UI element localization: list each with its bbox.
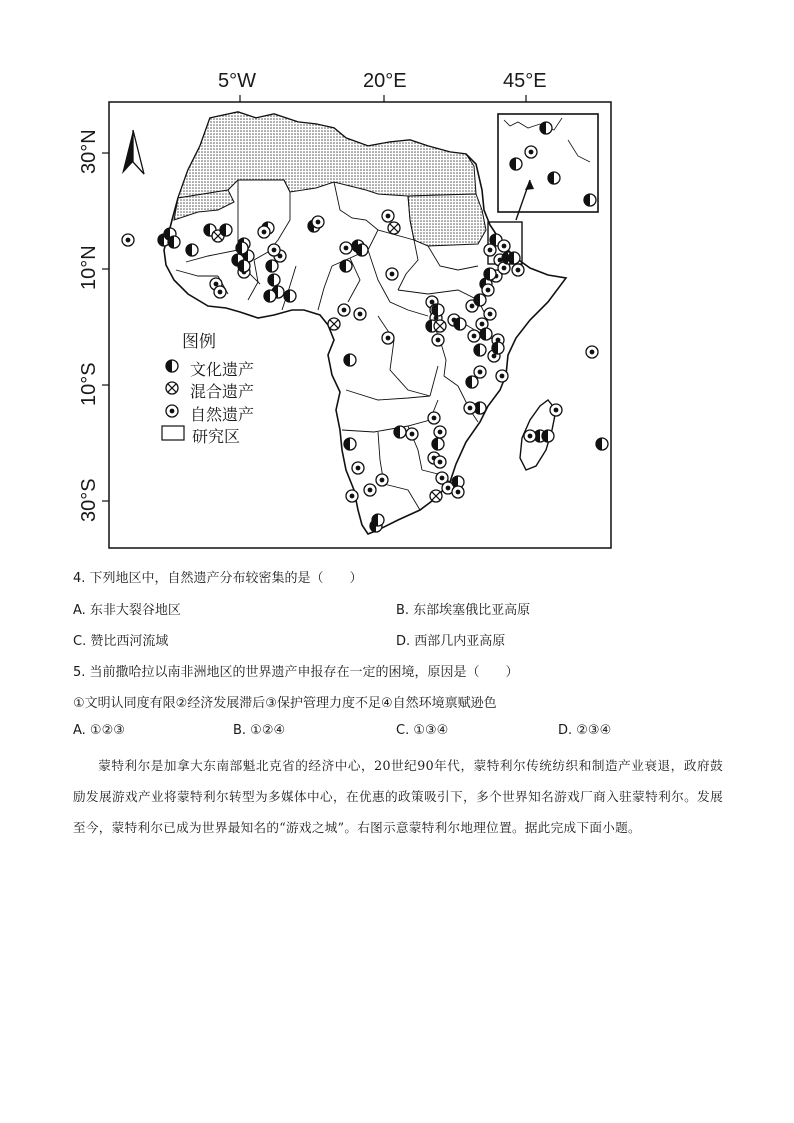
natural-heritage-site-icon bbox=[258, 226, 270, 238]
q4-option-a[interactable]: A. 东非大裂谷地区 bbox=[73, 603, 181, 618]
cultural-heritage-site-icon bbox=[540, 122, 552, 134]
mixed-heritage-site-icon bbox=[434, 320, 446, 332]
natural-heritage-site-icon bbox=[406, 428, 418, 440]
natural-heritage-site-icon bbox=[434, 426, 446, 438]
natural-heritage-site-icon bbox=[352, 462, 364, 474]
passage-text: 蒙特利尔是加拿大东南部魁北克省的经济中心，20世纪90年代，蒙特利尔传统纺织和制造产业衰退，政府鼓励发展游戏产业将蒙特利尔转型为多媒体中心，在优惠的政策吸引下，多个世界知名游戏厂商入驻蒙特利尔。发展至今，蒙特利尔已成为世界最知名的“游戏之城”。右图示意蒙特利尔地理位置。据此完成下面小题。 bbox=[73, 758, 723, 835]
cultural-heritage-site-icon bbox=[542, 430, 554, 442]
natural-heritage-site-icon bbox=[498, 240, 510, 252]
cultural-heritage-site-icon bbox=[508, 252, 520, 264]
legend-mixed-icon bbox=[166, 382, 178, 394]
question-5-statements: ①文明认同度有限②经济发展滞后③保护管理力度不足④自然环境禀赋逊色 bbox=[73, 696, 497, 711]
cultural-heritage-site-icon bbox=[474, 294, 486, 306]
natural-heritage-site-icon bbox=[550, 404, 562, 416]
legend-title: 图例 bbox=[182, 332, 216, 352]
lat-label-10n: 10°N bbox=[78, 245, 100, 290]
natural-heritage-site-icon bbox=[386, 268, 398, 280]
natural-heritage-site-icon bbox=[364, 484, 376, 496]
cultural-heritage-site-icon bbox=[454, 318, 466, 330]
natural-heritage-site-icon bbox=[525, 146, 537, 158]
lat-label-30n: 30°N bbox=[78, 129, 100, 174]
natural-heritage-site-icon bbox=[354, 308, 366, 320]
natural-heritage-site-icon bbox=[484, 244, 496, 256]
legend-natural-icon bbox=[166, 405, 178, 417]
q5-option-a[interactable]: A. ①②③ bbox=[73, 723, 125, 738]
lat-label-10s: 10°S bbox=[78, 362, 100, 406]
cultural-heritage-site-icon bbox=[238, 260, 250, 272]
natural-heritage-site-icon bbox=[382, 332, 394, 344]
q5-option-d[interactable]: D. ②③④ bbox=[558, 723, 612, 738]
cultural-heritage-site-icon bbox=[168, 236, 180, 248]
natural-heritage-site-icon bbox=[586, 346, 598, 358]
africa-heritage-map bbox=[78, 70, 618, 552]
cultural-heritage-site-icon bbox=[356, 244, 368, 256]
cultural-heritage-site-icon bbox=[584, 194, 596, 206]
lon-label-45e: 45°E bbox=[503, 70, 547, 92]
question-4-stem: 4. 下列地区中，自然遗产分布较密集的是（ ） bbox=[73, 571, 363, 586]
cultural-heritage-site-icon bbox=[186, 244, 198, 256]
map-svg bbox=[78, 70, 618, 552]
cultural-heritage-site-icon bbox=[268, 274, 280, 286]
lat-label-30s: 30°S bbox=[78, 478, 100, 522]
cultural-heritage-site-icon bbox=[266, 260, 278, 272]
natural-heritage-site-icon bbox=[496, 370, 508, 382]
cultural-heritage-site-icon bbox=[432, 304, 444, 316]
natural-heritage-site-icon bbox=[482, 284, 494, 296]
cultural-heritage-site-icon bbox=[432, 438, 444, 450]
q4-option-d[interactable]: D. 西部几内亚高原 bbox=[396, 634, 506, 649]
natural-heritage-site-icon bbox=[474, 366, 486, 378]
natural-heritage-site-icon bbox=[338, 304, 350, 316]
lon-label-5w: 5°W bbox=[218, 70, 256, 92]
cultural-heritage-site-icon bbox=[548, 172, 560, 184]
natural-heritage-site-icon bbox=[464, 402, 476, 414]
q5-option-c[interactable]: C. ①③④ bbox=[396, 723, 449, 738]
cultural-heritage-site-icon bbox=[220, 224, 232, 236]
cultural-heritage-site-icon bbox=[466, 376, 478, 388]
natural-heritage-site-icon bbox=[468, 330, 480, 342]
natural-heritage-site-icon bbox=[428, 412, 440, 424]
natural-heritage-site-icon bbox=[524, 430, 536, 442]
mixed-heritage-site-icon bbox=[388, 222, 400, 234]
cultural-heritage-site-icon bbox=[344, 438, 356, 450]
cultural-heritage-site-icon bbox=[480, 328, 492, 340]
natural-heritage-site-icon bbox=[340, 242, 352, 254]
natural-heritage-site-icon bbox=[268, 244, 280, 256]
lon-label-20e: 20°E bbox=[363, 70, 407, 92]
cultural-heritage-site-icon bbox=[492, 342, 504, 354]
cultural-heritage-site-icon bbox=[236, 242, 248, 254]
q5-option-b[interactable]: B. ①②④ bbox=[233, 723, 286, 738]
natural-heritage-site-icon bbox=[312, 216, 324, 228]
cultural-heritage-site-icon bbox=[394, 426, 406, 438]
cultural-heritage-site-icon bbox=[484, 268, 496, 280]
natural-heritage-site-icon bbox=[484, 308, 496, 320]
cultural-heritage-site-icon bbox=[596, 438, 608, 450]
hatched-egypt-sudan bbox=[408, 194, 486, 246]
legend-item-mixed: 混合遗产 bbox=[190, 382, 255, 401]
legend-item-study-area: 研究区 bbox=[192, 427, 241, 446]
natural-heritage-site-icon bbox=[214, 286, 226, 298]
legend-study-area-swatch bbox=[162, 426, 184, 440]
natural-heritage-site-icon bbox=[122, 234, 134, 246]
question-5-stem: 5. 当前撒哈拉以南非洲地区的世界遗产申报存在一定的困境，原因是（ ） bbox=[73, 665, 519, 680]
natural-heritage-site-icon bbox=[432, 334, 444, 346]
legend-cultural-icon bbox=[166, 360, 178, 372]
legend-item-natural: 自然遗产 bbox=[190, 405, 255, 424]
natural-heritage-site-icon bbox=[452, 486, 464, 498]
cultural-heritage-site-icon bbox=[372, 514, 384, 526]
mixed-heritage-site-icon bbox=[328, 318, 340, 330]
natural-heritage-site-icon bbox=[382, 210, 394, 222]
cultural-heritage-site-icon bbox=[344, 354, 356, 366]
cultural-heritage-site-icon bbox=[264, 290, 276, 302]
cultural-heritage-site-icon bbox=[340, 260, 352, 272]
natural-heritage-site-icon bbox=[346, 490, 358, 502]
legend-item-cultural: 文化遗产 bbox=[190, 360, 255, 379]
q4-option-c[interactable]: C. 赞比西河流域 bbox=[73, 634, 169, 649]
q4-option-b[interactable]: B. 东部埃塞俄比亚高原 bbox=[396, 603, 531, 618]
cultural-heritage-site-icon bbox=[474, 344, 486, 356]
natural-heritage-site-icon bbox=[434, 456, 446, 468]
mixed-heritage-site-icon bbox=[430, 490, 442, 502]
cultural-heritage-site-icon bbox=[284, 290, 296, 302]
natural-heritage-site-icon bbox=[376, 474, 388, 486]
reading-passage bbox=[73, 750, 723, 843]
natural-heritage-site-icon bbox=[512, 264, 524, 276]
cultural-heritage-site-icon bbox=[510, 158, 522, 170]
